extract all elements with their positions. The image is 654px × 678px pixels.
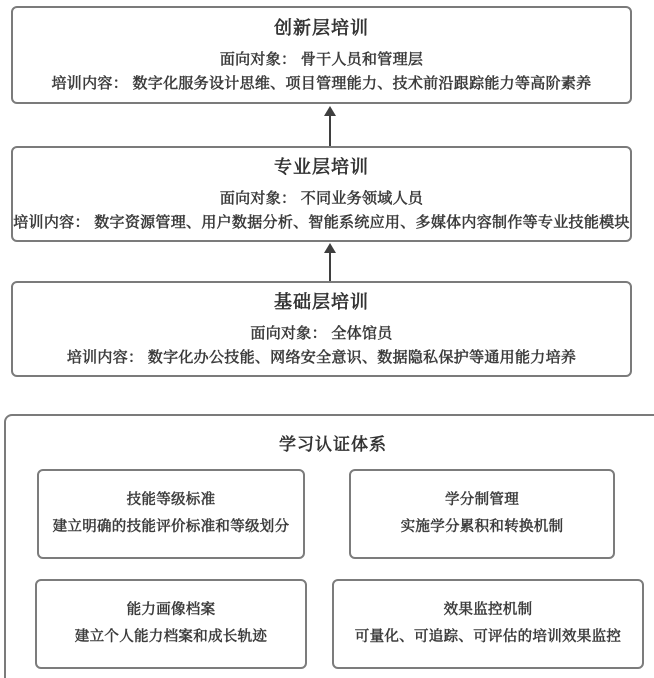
level-title: 专业层培训	[274, 156, 369, 177]
cert-item-title: 技能等级标准	[126, 492, 216, 508]
level-audience: 面向对象： 全体馆员	[250, 324, 393, 342]
arrow-shaft	[329, 253, 331, 281]
up-arrow-icon	[323, 243, 337, 281]
cert-item-effect-monitoring	[332, 579, 644, 669]
arrow-shaft	[329, 116, 331, 146]
certification-system-box	[4, 414, 654, 678]
level-audience: 面向对象： 不同业务领域人员	[219, 189, 424, 207]
cert-item-desc: 实施学分累积和转换机制	[400, 519, 564, 535]
level-title: 创新层培训	[274, 17, 369, 38]
level-box-professional	[11, 146, 632, 242]
level-content: 培训内容： 数字化办公技能、网络安全意识、数据隐私保护等通用能力培养	[66, 348, 577, 366]
level-content: 培训内容： 数字化服务设计思维、项目管理能力、技术前沿跟踪能力等高阶素养	[51, 74, 592, 92]
level-audience: 面向对象： 骨干人员和管理层	[219, 50, 424, 68]
cert-item-title: 学分制管理	[445, 492, 519, 508]
cert-item-desc: 建立明确的技能评价标准和等级划分	[52, 519, 290, 535]
cert-item-skill-standards	[37, 469, 305, 559]
level-box-foundation	[11, 281, 632, 377]
cert-item-ability-profile	[35, 579, 307, 669]
cert-item-credit-management	[349, 469, 615, 559]
certification-title: 学习认证体系	[279, 435, 387, 454]
up-arrow-icon	[323, 106, 337, 146]
cert-item-desc: 可量化、可追踪、可评估的培训效果监控	[354, 629, 622, 645]
level-content: 培训内容： 数字资源管理、用户数据分析、智能系统应用、多媒体内容制作等专业技能模块	[13, 213, 630, 231]
cert-item-title: 效果监控机制	[443, 602, 533, 618]
cert-item-desc: 建立个人能力档案和成长轨迹	[74, 629, 268, 645]
cert-item-title: 能力画像档案	[126, 602, 216, 618]
level-title: 基础层培训	[274, 291, 369, 312]
arrow-head	[324, 106, 336, 116]
level-box-innovation	[11, 6, 632, 104]
arrow-head	[324, 243, 336, 253]
